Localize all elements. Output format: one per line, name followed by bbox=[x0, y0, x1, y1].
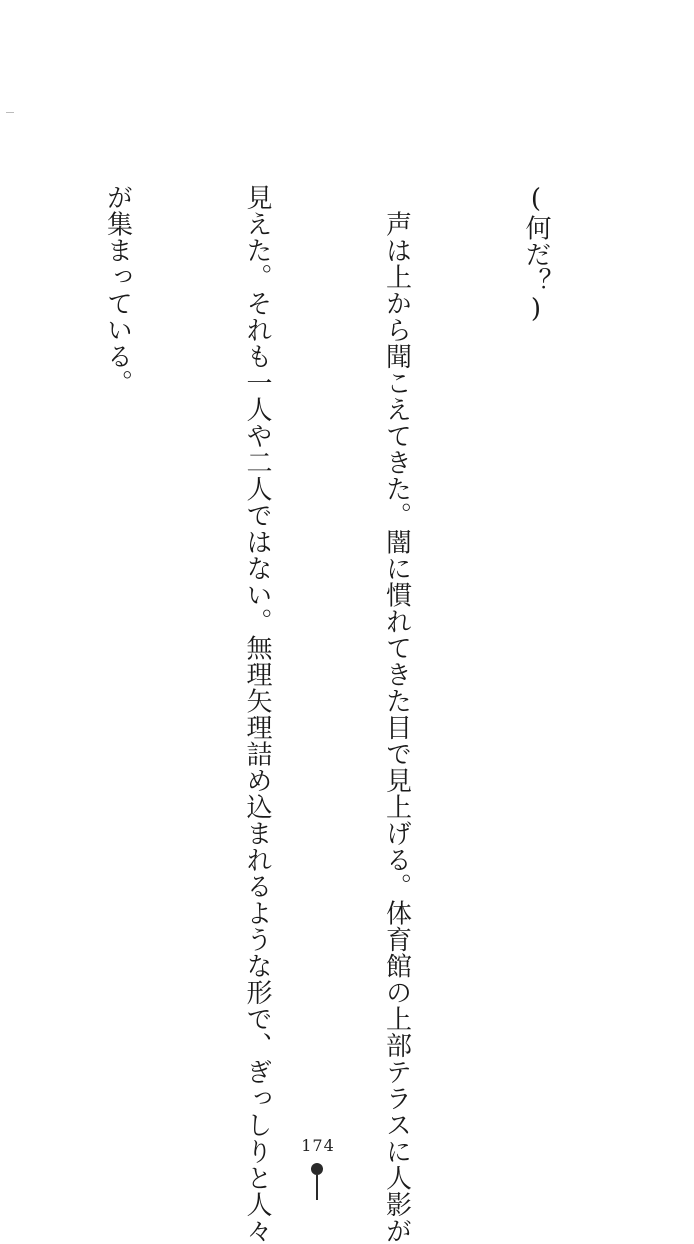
text-line: が集まっている。 bbox=[102, 184, 133, 396]
text-line: 声は上から聞こえてきた。闇に慣れてきた目で見上げる。体育館の上部テラスに人影が bbox=[381, 184, 412, 1244]
scan-mark bbox=[6, 112, 14, 113]
text-line: (何だ？) bbox=[521, 184, 551, 325]
page-marker-dot bbox=[311, 1163, 323, 1175]
page-marker-line bbox=[316, 1175, 318, 1200]
text-line: 見えた。それも一人や二人ではない。無理矢理詰め込まれるような形で、ぎっしりと人々 bbox=[242, 184, 272, 1244]
page-number: 174 bbox=[301, 1136, 335, 1155]
text-line bbox=[0, 184, 1, 1084]
